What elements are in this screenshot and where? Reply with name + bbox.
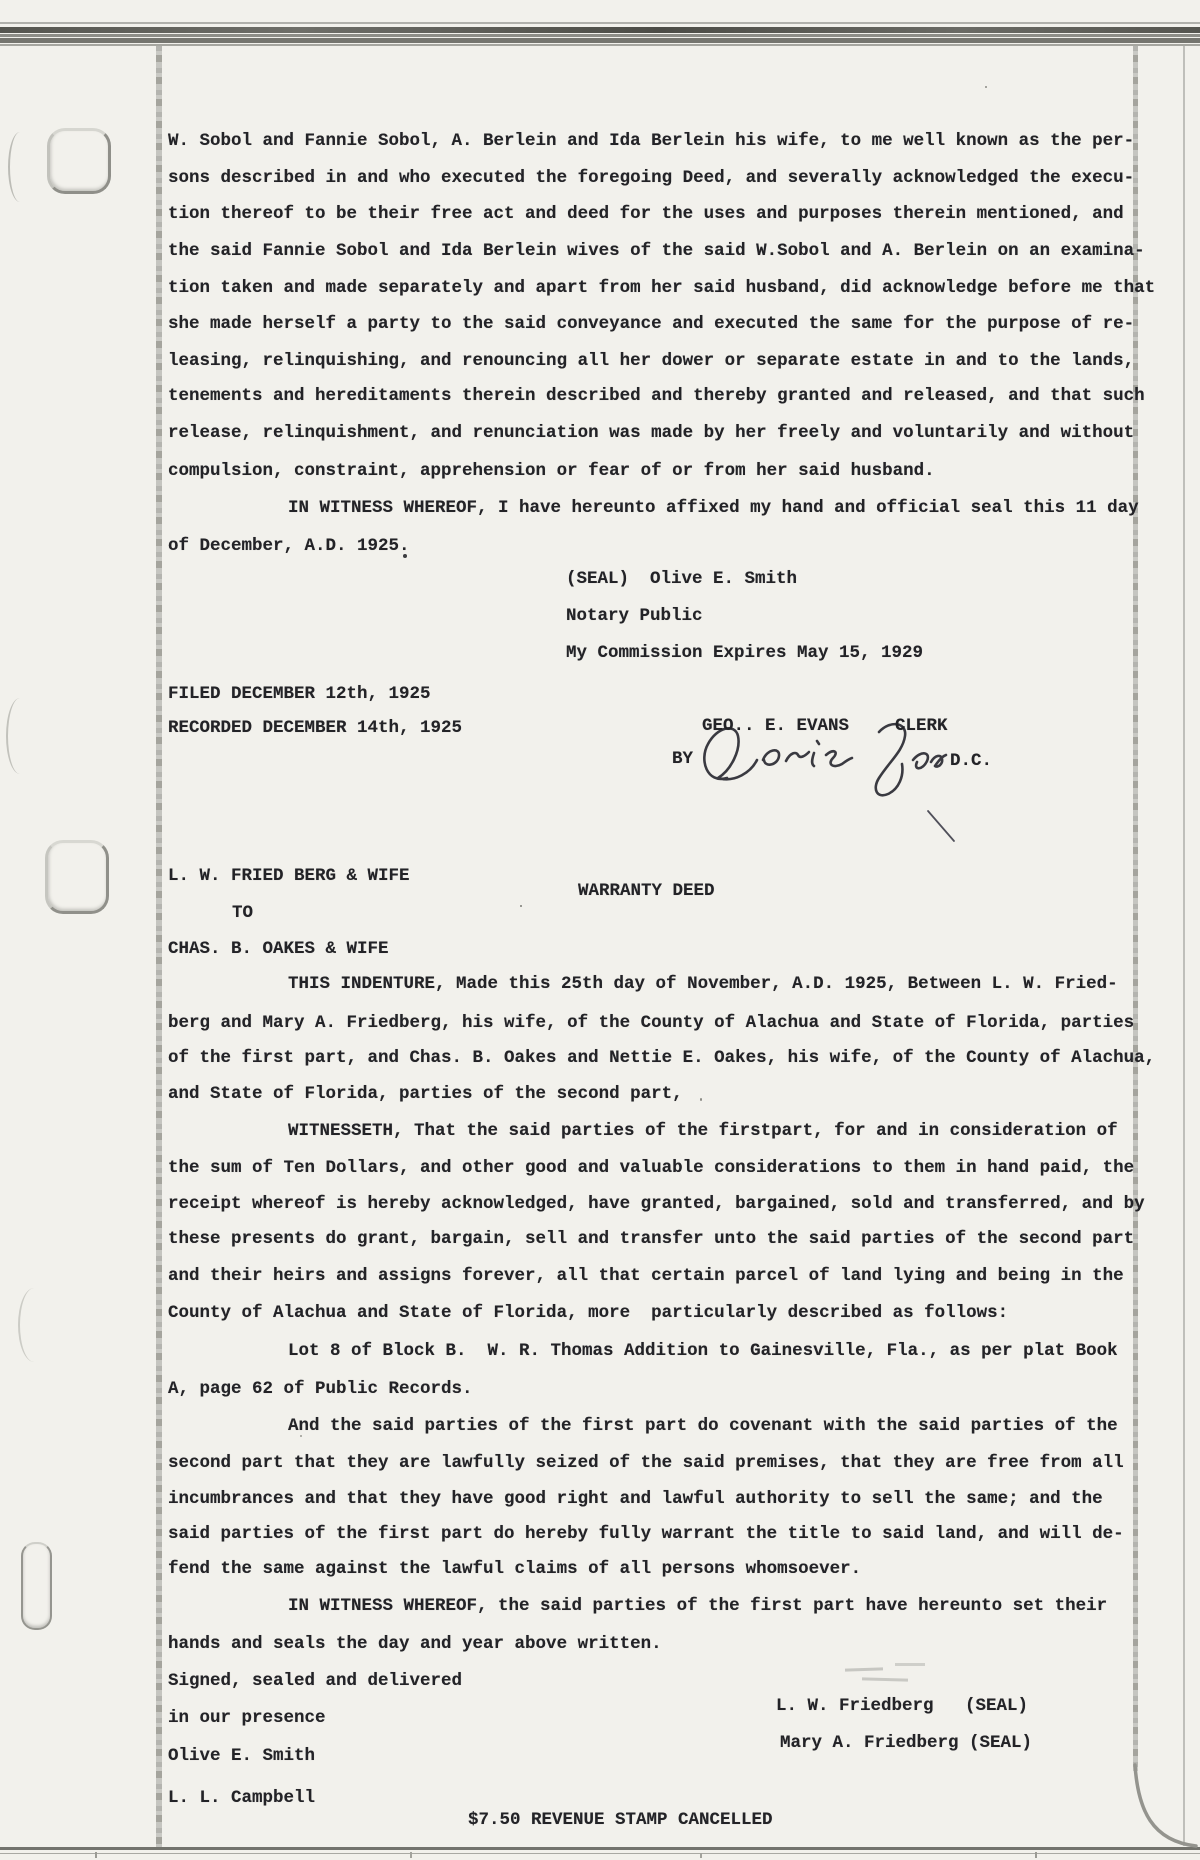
bottom-tick-1: [95, 1852, 97, 1858]
scan-band-5: [0, 44, 1200, 46]
hole-punch-3: [21, 1542, 52, 1630]
covenant-line-2: second part that they are lawfully seized of the said premises, that they are free from all: [168, 1453, 1124, 1473]
ink-speck-2: [520, 905, 522, 907]
revenue-stamp-note: $7.50 REVENUE STAMP CANCELLED: [468, 1810, 773, 1830]
bottom-edge-rule: [0, 1847, 1200, 1850]
attestation-line-2: in our presence: [168, 1708, 326, 1728]
deed-line-10: County of Alachua and State of Florida, more particularly described as follows:: [168, 1303, 1009, 1323]
scan-band-2: [0, 27, 1200, 33]
legal-description-line-1: Lot 8 of Block B. W. R. Thomas Addition to Gainesville, Fla., as per plat Book: [288, 1341, 1118, 1361]
deed-line-6: the sum of Ten Dollars, and other good and valuable considerations to them in hand paid, the: [168, 1158, 1135, 1178]
left-page-edge-rule: [156, 46, 162, 1849]
witness-signature-2: L. L. Campbell: [168, 1788, 316, 1808]
testimonium-line-1: IN WITNESS WHEREOF, the said parties of the first part have hereunto set their: [288, 1596, 1108, 1616]
notary-seal-line: (SEAL) Olive E. Smith: [566, 569, 798, 589]
to-label: TO: [232, 903, 254, 923]
hole-punch-2: [45, 840, 109, 914]
ack-line-6: she made herself a party to the said conveyance and executed the same for the purpose of re-: [168, 314, 1135, 334]
ack-line-1: W. Sobol and Fannie Sobol, A. Berlein and Ida Berlein his wife, to me well known as the per-: [168, 131, 1135, 151]
doc-type-title: WARRANTY DEED: [578, 881, 715, 901]
witness-signature-1: Olive E. Smith: [168, 1746, 316, 1766]
ack-line-7: leasing, relinquishing, and renouncing all her dower or separate estate in and to the lands,: [168, 351, 1135, 371]
deed-line-9: and their heirs and assigns forever, all that certain parcel of land lying and being in the: [168, 1266, 1124, 1286]
bottom-tick-4: [1035, 1852, 1037, 1858]
scan-band-3: [0, 34, 1200, 37]
ack-line-10: compulsion, constraint, apprehension or fear of or from her said husband.: [168, 461, 935, 481]
bottom-right-corner-curve: [1120, 1765, 1198, 1855]
deputy-clerk-title: D.C.: [950, 751, 993, 771]
attestation-line-1: Signed, sealed and delivered: [168, 1671, 463, 1691]
ack-line-3: tion thereof to be their free act and deed for the uses and purposes therein mentioned, and: [168, 204, 1124, 224]
covenant-line-5: fend the same against the lawful claims of all persons whomsoever.: [168, 1559, 862, 1579]
grantor-header: L. W. FRIED BERG & WIFE: [168, 866, 410, 886]
ack-line-4: the said Fannie Sobol and Ida Berlein wives of the said W.Sobol and A. Berlein on an examina-: [168, 241, 1145, 261]
grantee-header: CHAS. B. OAKES & WIFE: [168, 939, 389, 959]
bottom-edge-rule-2: [0, 1853, 1200, 1854]
witness-clause-line-2: of December, A.D. 1925.: [168, 536, 410, 556]
deed-line-5: WITNESSETH, That the said parties of the firstpart, for and in consideration of: [288, 1121, 1118, 1141]
scan-band-1: [0, 22, 1200, 24]
deed-line-2: berg and Mary A. Friedberg, his wife, of the County of Alachua and State of Florida, parties: [168, 1013, 1135, 1033]
recorded-date-line: RECORDED DECEMBER 14th, 1925: [168, 718, 463, 738]
clerk-title: CLERK: [895, 716, 948, 736]
deed-line-7: receipt whereof is hereby acknowledged, have granted, bargained, sold and transferred, and by: [168, 1194, 1145, 1214]
deed-line-8: these presents do grant, bargain, sell and transfer unto the said parties of the second part: [168, 1229, 1135, 1249]
fastener-arc-1: [8, 132, 32, 202]
ink-speck-3: [985, 86, 987, 88]
smudge-dash-1: [845, 1667, 883, 1671]
fastener-arc-2: [6, 698, 34, 774]
right-outer-rule: [1183, 46, 1185, 1846]
ack-line-2: sons described in and who executed the foregoing Deed, and severally acknowledged the execu-: [168, 168, 1135, 188]
grantor-signature-2: Mary A. Friedberg (SEAL): [780, 1733, 1033, 1753]
legal-description-line-2: A, page 62 of Public Records.: [168, 1379, 473, 1399]
ink-speck-5: [700, 1098, 702, 1101]
smudge-dash-2: [895, 1663, 925, 1666]
covenant-line-3: incumbrances and that they have good right and lawful authority to sell the same; and the: [168, 1489, 1103, 1509]
hole-punch-1: [47, 128, 111, 194]
bottom-tick-2: [410, 1852, 412, 1858]
covenant-line-1: And the said parties of the first part do covenant with the said parties of the: [288, 1416, 1118, 1436]
deed-line-4: and State of Florida, parties of the second part,: [168, 1084, 683, 1104]
covenant-line-4: said parties of the first part do hereby fully warrant the title to said land, and will de-: [168, 1524, 1124, 1544]
clerk-name: GEO.. E. EVANS: [702, 716, 850, 736]
ack-line-5: tion taken and made separately and apart from her said husband, did acknowledge before me that: [168, 278, 1156, 298]
by-label: BY: [672, 749, 694, 769]
deed-line-3: of the first part, and Chas. B. Oakes and Nettie E. Oakes, his wife, of the County of Alachua,: [168, 1048, 1156, 1068]
testimonium-line-2: hands and seals the day and year above written.: [168, 1634, 662, 1654]
notary-title-line: Notary Public: [566, 606, 703, 626]
pen-mark-diagonal: [924, 808, 958, 844]
fastener-arc-3: [18, 1288, 50, 1362]
ack-line-9: release, relinquishment, and renunciation was made by her freely and voluntarily and without: [168, 423, 1135, 443]
smudge-dash-3: [862, 1677, 908, 1681]
grantor-signature-1: L. W. Friedberg (SEAL): [776, 1696, 1029, 1716]
right-inner-rule: [1133, 46, 1138, 1771]
scan-band-4: [0, 38, 1200, 43]
deed-line-1: THIS INDENTURE, Made this 25th day of November, A.D. 1925, Between L. W. Fried-: [288, 974, 1118, 994]
filed-date-line: FILED DECEMBER 12th, 1925: [168, 684, 431, 704]
witness-clause-line-1: IN WITNESS WHEREOF, I have hereunto affixed my hand and official seal this 11 day: [288, 498, 1139, 518]
bottom-tick-3: [700, 1853, 702, 1858]
ack-line-8: tenements and hereditaments therein described and thereby granted and released, and that such: [168, 386, 1145, 406]
notary-commission-line: My Commission Expires May 15, 1929: [566, 643, 924, 663]
